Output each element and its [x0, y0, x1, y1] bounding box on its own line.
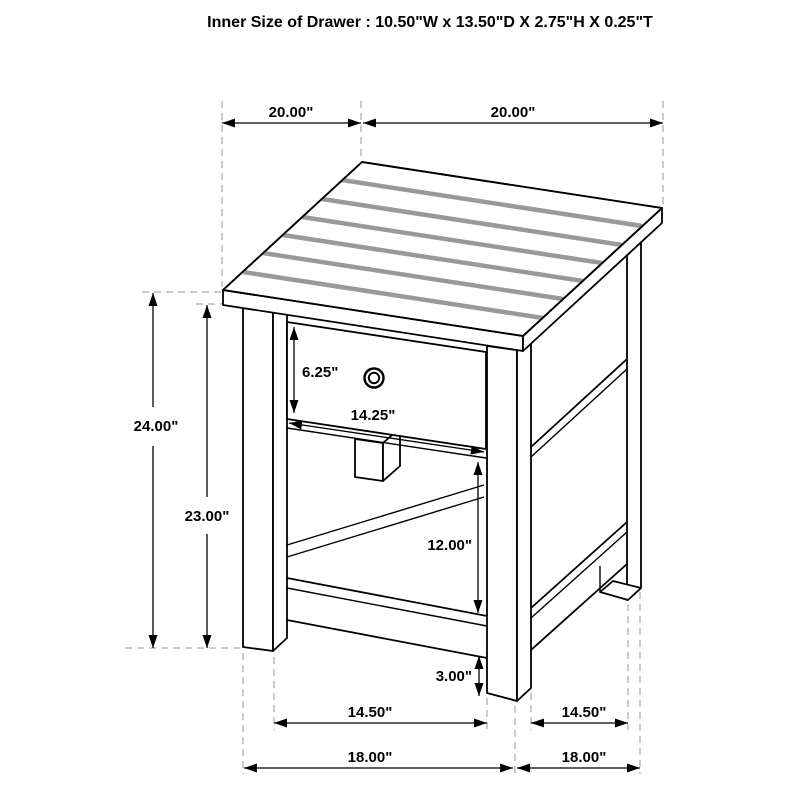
shelf-right-bottom-edge [531, 564, 627, 650]
dim-label-drawer-front-height: 6.25" [302, 364, 339, 381]
back-leg-front-face [355, 439, 383, 481]
dim-label-inner-span-right: 14.50" [561, 704, 607, 721]
dim-label-compartment-height: 12.00" [427, 537, 472, 554]
dim-label-outer-span-right: 18.00" [561, 749, 607, 766]
dimension-overall-height [134, 293, 179, 648]
dimension-inner-span-right [531, 704, 628, 723]
dim-label-bottom-clearance: 3.00" [435, 668, 472, 685]
diagram-title: Inner Size of Drawer : 10.50"W x 13.50"D X 2.75"H X 0.25"T [207, 14, 653, 31]
front-leg-side-face [517, 337, 531, 701]
apron-rail-edge [531, 369, 627, 457]
dimension-top-width-right [363, 104, 663, 123]
right-leg [600, 242, 641, 600]
dim-label-top-width-right: 20.00" [490, 104, 536, 121]
left-leg-front-face [243, 307, 273, 651]
dimension-bottom-clearance [436, 656, 479, 696]
shelf-back-edge [287, 485, 484, 545]
dimension-outer-span-left [244, 749, 513, 768]
shelf-front-surface-edge [287, 588, 487, 626]
dimension-compartment-height [427, 462, 478, 613]
dimension-inner-span-left [274, 704, 487, 723]
lower-shelf [287, 485, 627, 658]
dim-label-drawer-front-width: 14.25" [350, 407, 396, 424]
dimension-top-width-left [222, 104, 361, 123]
dim-label-outer-span-left: 18.00" [347, 749, 393, 766]
apron-bottom-edge [531, 359, 627, 447]
right-side-panel [531, 359, 627, 457]
table-drawing [223, 162, 662, 701]
dim-label-top-width-left: 20.00" [268, 104, 314, 121]
dim-label-overall-height: 24.00" [133, 418, 179, 435]
dim-label-inner-span-left: 14.50" [347, 704, 393, 721]
dimension-leg-height [185, 305, 230, 648]
shelf-front-top-edge [287, 578, 487, 616]
dimension-outer-span-right [517, 749, 640, 768]
dim-label-leg-height: 23.00" [184, 508, 230, 525]
shelf-right-surface-edge [531, 532, 627, 618]
left-leg-side-face [273, 299, 287, 651]
front-leg-front-face [487, 346, 517, 701]
shelf-front-bottom-edge [287, 620, 487, 658]
left-leg [243, 299, 287, 651]
right-leg-front-face [627, 242, 641, 600]
front-leg [487, 337, 531, 701]
